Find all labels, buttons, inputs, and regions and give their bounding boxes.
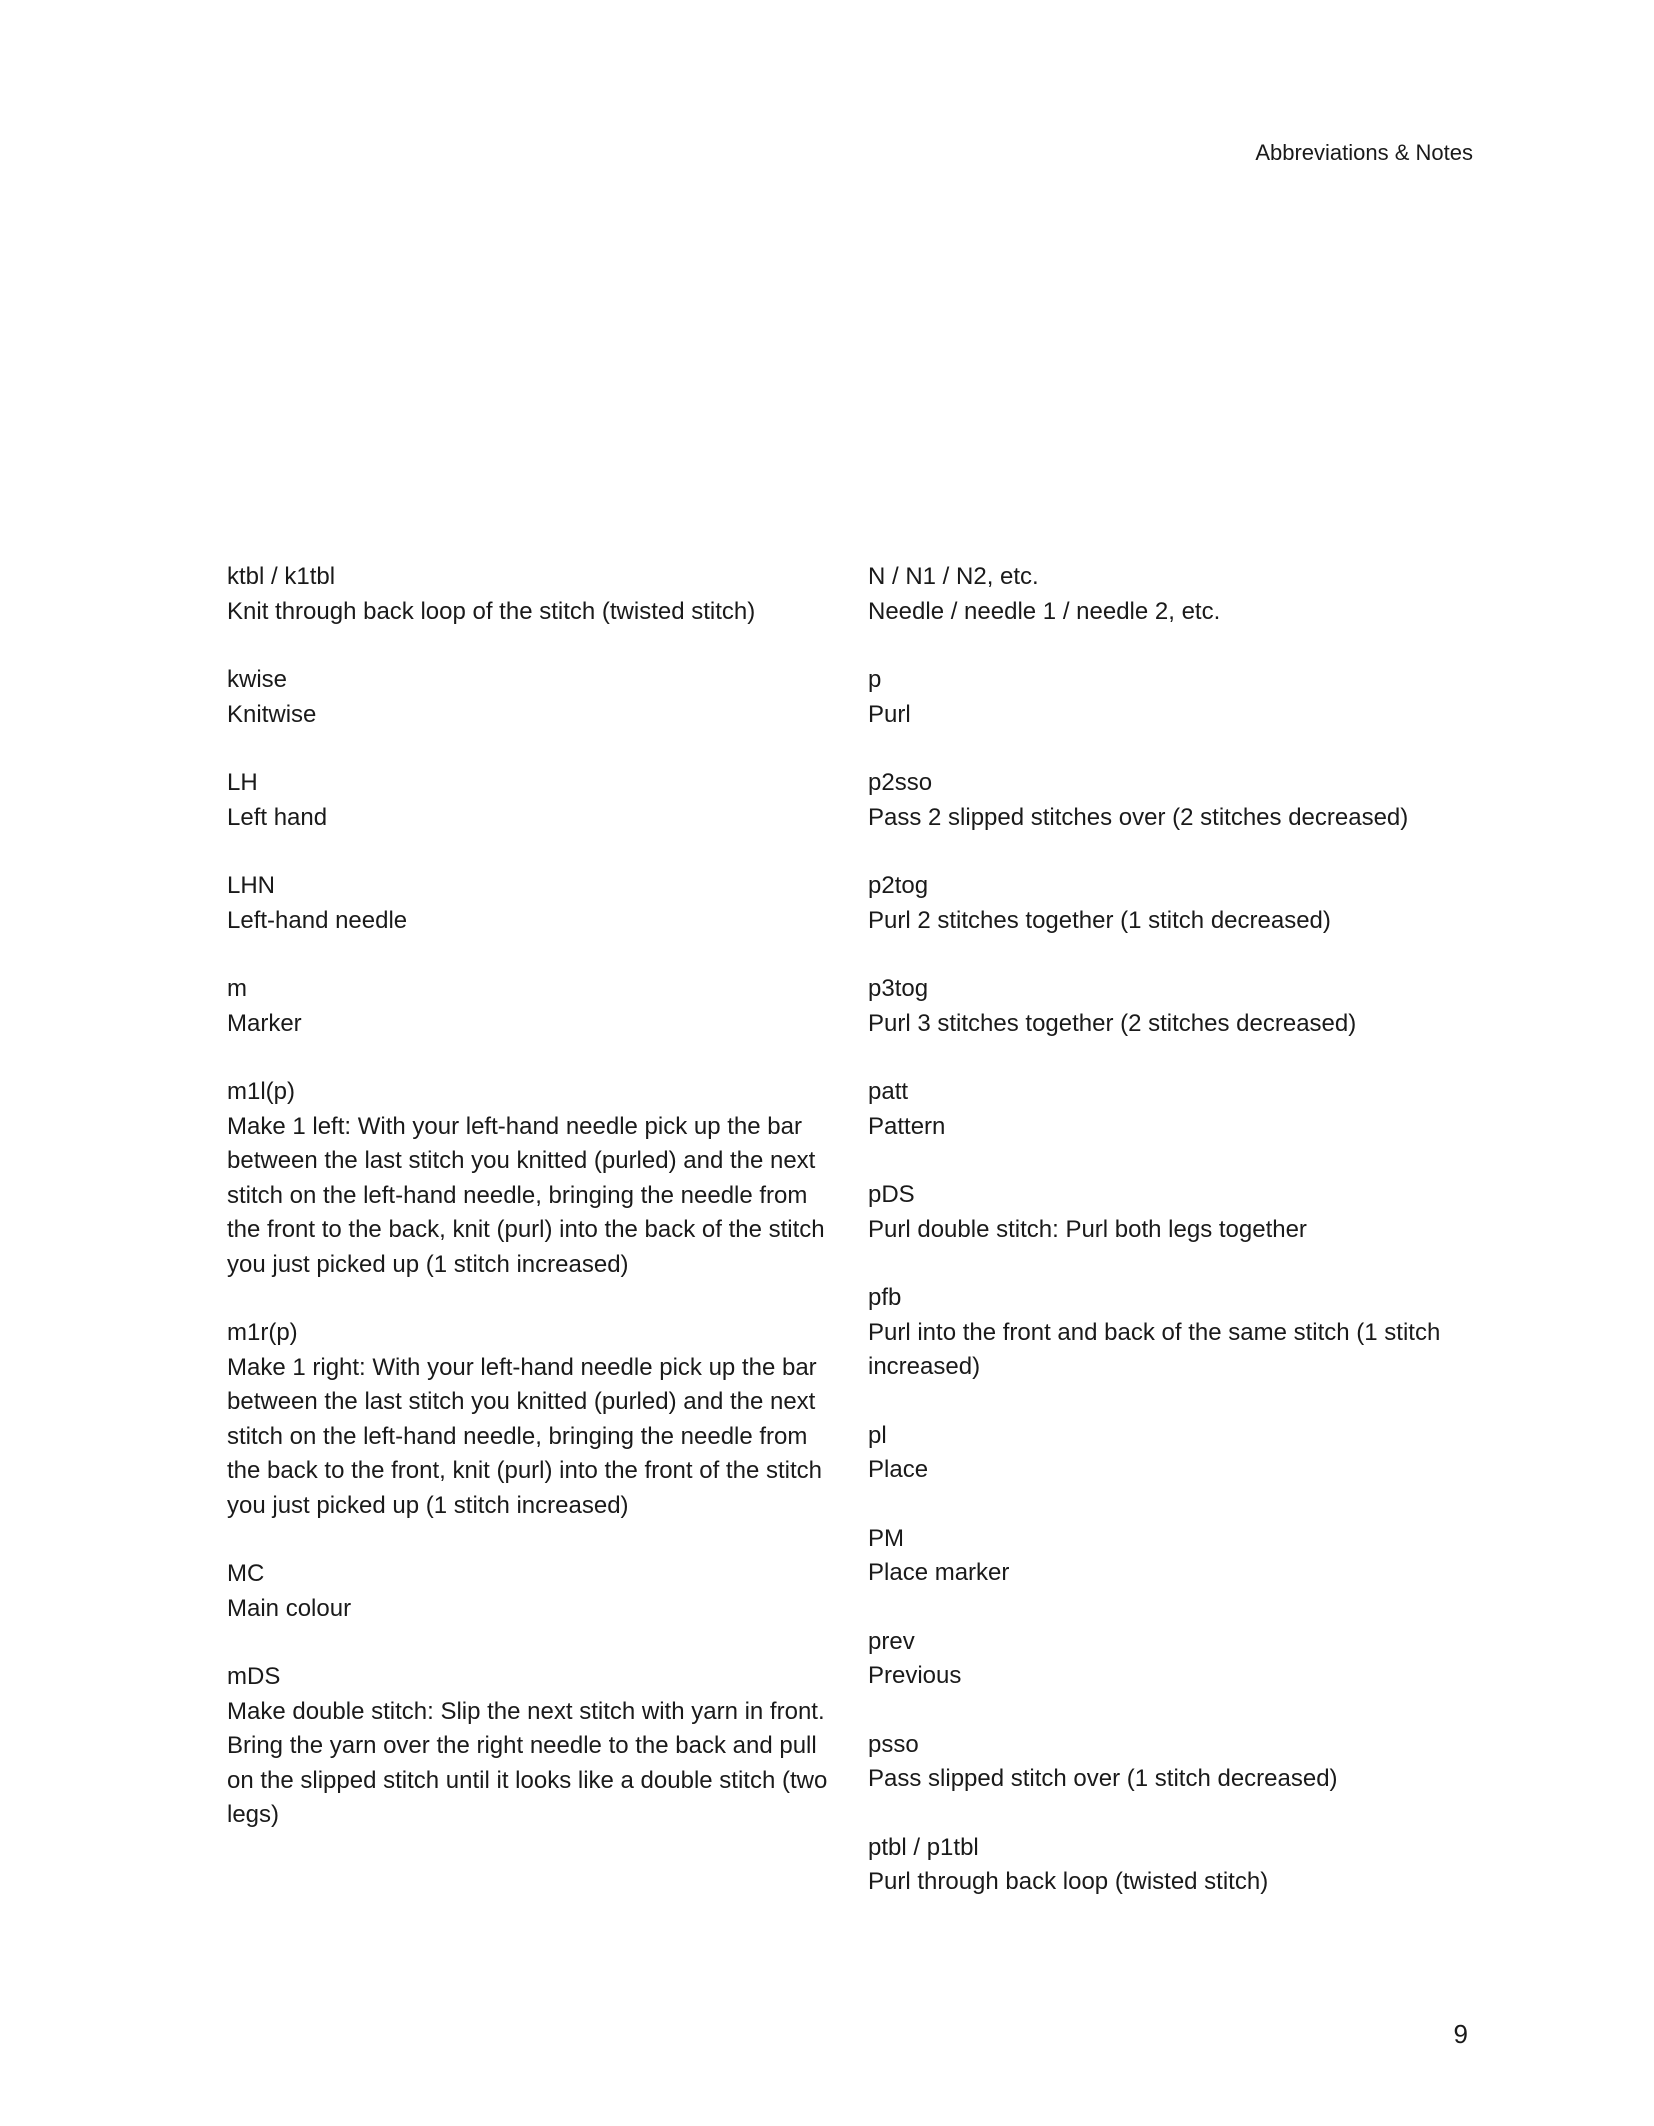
abbreviation-definition: Purl into the front and back of the same stitch (1 stitch increased) (868, 1318, 1441, 1380)
abbreviation-term: ptbl / p1tbl (868, 1833, 979, 1861)
abbreviations-right-column (868, 560, 1483, 1934)
abbreviation-definition: Make 1 left: With your left-hand needle pick up the bar between the last stitch you knitted (purled) and the next stitch on the left-hand needle, bringing the needle from the front to the back, knit (purl) into the back of the stitch you just picked up (1 stitch increased) (227, 1112, 825, 1278)
abbreviation-definition: Purl 3 stitches together (2 stitches decreased) (868, 1009, 1357, 1037)
abbreviation-term: p (868, 666, 882, 693)
abbreviation-entry (868, 1178, 1483, 1247)
abbreviation-term: ktbl / k1tbl (227, 563, 336, 590)
abbreviation-definition: Make double stitch: Slip the next stitch with yarn in front. Bring the yarn over the right needle to the back and pull on the slipped stitch until it looks like a double stitch (two legs) (227, 1697, 828, 1828)
abbreviation-definition: Pattern (868, 1112, 946, 1140)
abbreviation-definition: Pass 2 slipped stitches over (2 stitches decreased) (868, 803, 1409, 831)
abbreviation-entry (227, 972, 832, 1041)
abbreviation-definition: Left-hand needle (227, 906, 408, 934)
abbreviation-entry (868, 1522, 1483, 1591)
abbreviation-definition: Knitwise (227, 700, 317, 728)
abbreviation-term: N / N1 / N2, etc. (868, 563, 1039, 590)
abbreviation-entry (868, 1419, 1483, 1488)
abbreviation-term: p2sso (868, 769, 933, 796)
abbreviation-definition: Needle / needle 1 / needle 2, etc. (868, 597, 1221, 625)
abbreviation-definition: Marker (227, 1009, 302, 1037)
abbreviation-entry (227, 766, 832, 835)
abbreviation-term: mDS (227, 1663, 281, 1690)
abbreviation-term: pfb (868, 1284, 902, 1311)
abbreviation-term: m1r(p) (227, 1319, 298, 1346)
abbreviation-entry (868, 1728, 1483, 1797)
abbreviation-entry (868, 1281, 1483, 1385)
abbreviation-entry (227, 869, 832, 938)
abbreviation-definition: Purl (868, 700, 911, 728)
abbreviation-definition: Make 1 right: With your left-hand needle pick up the bar between the last stitch you knitted (purled) and the next stitch on the left-hand needle, bringing the needle from the back to the front, knit (purl) into the front of the stitch you just picked up (1 stitch increased) (227, 1353, 822, 1519)
abbreviation-term: prev (868, 1627, 915, 1655)
abbreviation-entry (227, 1557, 832, 1626)
abbreviation-term: psso (868, 1730, 919, 1758)
abbreviation-term: pl (868, 1421, 887, 1449)
abbreviation-definition: Knit through back loop of the stitch (twisted stitch) (227, 597, 756, 625)
abbreviation-entry (868, 1075, 1483, 1144)
abbreviation-definition: Place (868, 1456, 929, 1483)
abbreviation-entry (227, 560, 832, 629)
abbreviation-term: p2tog (868, 872, 929, 899)
abbreviation-entry (227, 663, 832, 732)
abbreviation-entry (868, 1625, 1483, 1694)
abbreviation-definition: Previous (868, 1662, 962, 1689)
abbreviation-term: kwise (227, 666, 288, 693)
page-number: 9 (1453, 2019, 1468, 2049)
abbreviation-definition: Main colour (227, 1594, 352, 1622)
abbreviation-term: m (227, 975, 247, 1002)
abbreviation-entry (868, 560, 1483, 629)
abbreviation-definition: Purl 2 stitches together (1 stitch decreased) (868, 906, 1331, 934)
abbreviation-definition: Purl through back loop (twisted stitch) (868, 1868, 1269, 1895)
abbreviation-entry (868, 972, 1483, 1041)
abbreviation-entry (227, 1075, 832, 1282)
abbreviation-entry (227, 1316, 832, 1523)
abbreviation-entry (868, 663, 1483, 732)
abbreviation-definition: Left hand (227, 803, 328, 831)
abbreviation-term: p3tog (868, 975, 929, 1002)
abbreviation-term: LH (227, 769, 258, 796)
abbreviation-entry (227, 1660, 832, 1833)
abbreviation-definition: Place marker (868, 1559, 1010, 1586)
abbreviation-term: m1l(p) (227, 1078, 296, 1105)
abbreviation-term: MC (227, 1560, 265, 1587)
abbreviation-term: LHN (227, 872, 276, 899)
abbreviation-entry (868, 766, 1483, 835)
running-head: Abbreviations & Notes (1255, 140, 1473, 165)
abbreviation-term: patt (868, 1078, 909, 1105)
abbreviation-definition: Purl double stitch: Purl both legs together (868, 1215, 1307, 1243)
abbreviation-term: PM (868, 1524, 904, 1552)
abbreviations-left-column (227, 560, 832, 1867)
abbreviation-term: pDS (868, 1181, 915, 1208)
abbreviation-entry (868, 869, 1483, 938)
abbreviation-entry (868, 1831, 1483, 1900)
abbreviation-definition: Pass slipped stitch over (1 stitch decreased) (868, 1765, 1338, 1792)
